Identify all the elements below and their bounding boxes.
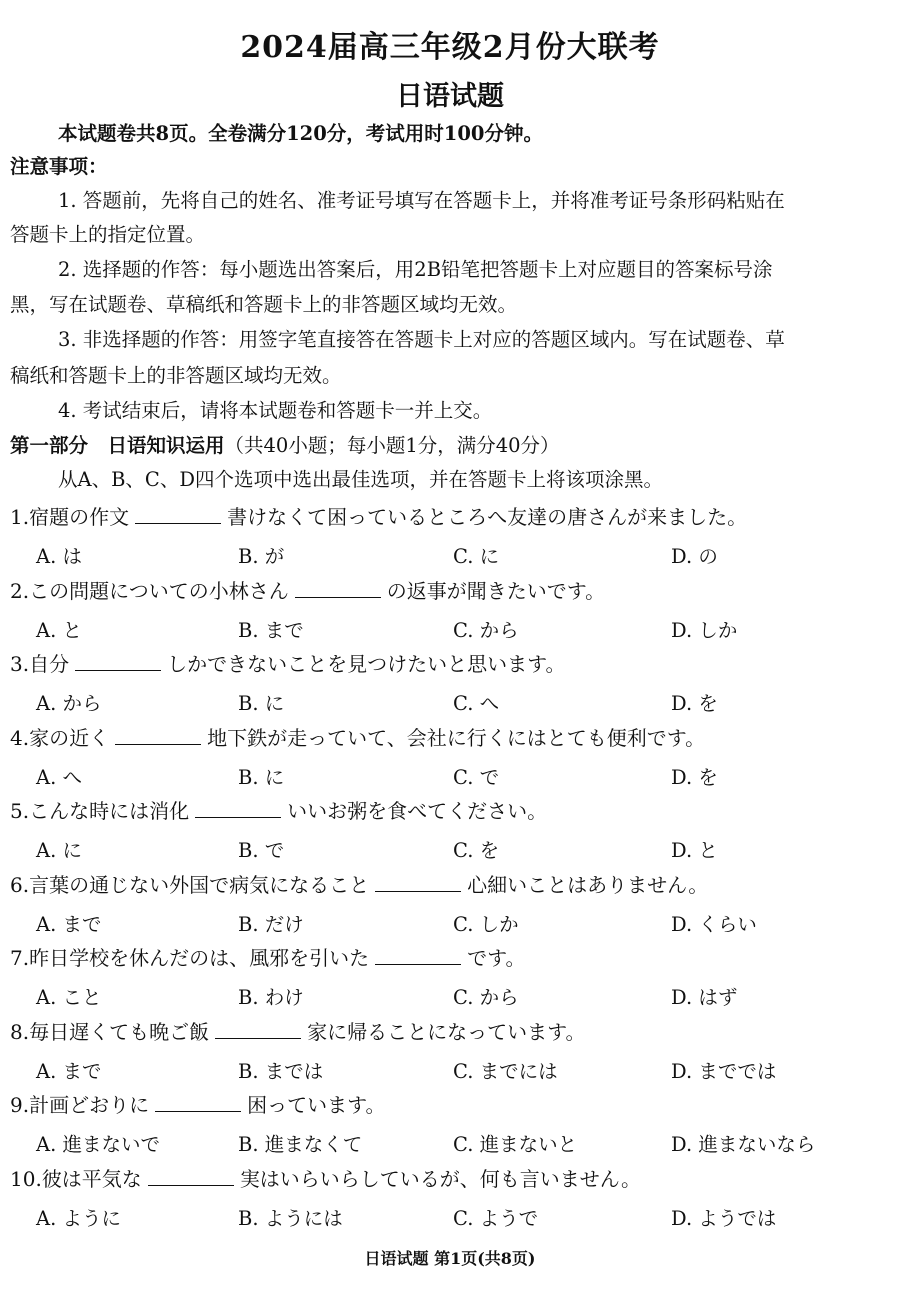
question-stem-after: 家に帰ることになっています。	[307, 1019, 586, 1044]
answer-option: B. だけ	[238, 912, 304, 936]
notice-heading: 注意事项：	[10, 155, 108, 178]
notice-line: 3. 非选择题的作答：用签字笔直接答在答题卡上对应的答题区域内。写在试题卷、草	[58, 328, 785, 351]
option-row	[0, 1129, 900, 1155]
question-stem-before: 宿題の作文	[29, 505, 130, 529]
question-number: 3.	[10, 652, 30, 676]
answer-option: D. の	[671, 545, 718, 568]
question-text	[10, 946, 890, 970]
question-number: 2.	[10, 578, 30, 603]
question-number: 6.	[10, 872, 30, 897]
question-number: 7.	[10, 946, 30, 970]
answer-blank	[375, 875, 461, 892]
answer-blank	[195, 801, 281, 818]
question-stem-before: 自分	[29, 652, 70, 676]
answer-option: B. に	[238, 692, 285, 715]
answer-option: A. へ	[36, 765, 82, 789]
answer-option: D. を	[671, 765, 718, 789]
question-stem-after: 困っています。	[247, 1093, 386, 1117]
answer-option: C. ようで	[453, 1206, 539, 1230]
question-stem-before: 家の近く	[29, 725, 110, 750]
option-row	[0, 835, 900, 861]
question-stem-after: いいお粥を食べてください。	[287, 799, 548, 823]
question-text	[10, 726, 890, 750]
answer-option: B. ようには	[238, 1206, 343, 1230]
notice-line: 稿纸和答题卡上的非答题区域均无效。	[10, 364, 342, 387]
exam-title: 2024届高三年级2月份大联考	[240, 30, 660, 65]
answer-blank	[148, 1169, 234, 1186]
notice-line: 答题卡上的指定位置。	[10, 223, 206, 246]
question-number: 8.	[10, 1019, 30, 1044]
answer-option: D. ようでは	[671, 1206, 777, 1230]
option-row	[0, 615, 900, 641]
question-text	[10, 579, 890, 603]
answer-option: D. を	[671, 692, 718, 715]
answer-blank	[135, 507, 221, 524]
option-row	[0, 982, 900, 1008]
answer-option: D. くらい	[671, 912, 757, 936]
answer-option: C. から	[453, 618, 519, 642]
section-instruction: 从A、B、C、D四个选项中选出最佳选项，并在答题卡上将该项涂黑。	[58, 468, 663, 491]
question-stem-after: 実はいらいらしているが、何も言いません。	[239, 1166, 642, 1191]
answer-blank	[115, 728, 201, 745]
question-stem-before: 彼は平気な	[41, 1166, 142, 1191]
answer-option: C. から	[453, 986, 519, 1009]
section-heading	[10, 434, 890, 458]
answer-blank	[215, 1022, 301, 1039]
answer-option: C. へ	[453, 692, 500, 715]
answer-option: D. と	[671, 839, 718, 862]
question-number: 9.	[10, 1093, 30, 1117]
option-row	[0, 1203, 900, 1229]
question-stem-before: この問題についての小林さん	[29, 578, 289, 603]
question-stem-after: です。	[467, 946, 526, 970]
option-row	[0, 762, 900, 788]
notice-line: 4. 考试结束后，请将本试题卷和答题卡一并上交。	[58, 399, 493, 422]
answer-option: B. が	[238, 545, 285, 568]
page-footer: 日语试题 第1页(共8页)	[364, 1249, 536, 1268]
question-number: 1.	[10, 505, 30, 529]
answer-blank	[295, 581, 381, 598]
section-detail: （共40小题；每小题1分，满分40分）	[224, 434, 560, 457]
option-row	[0, 1056, 900, 1082]
answer-blank	[375, 948, 461, 965]
question-stem-after: 書けなくて困っているところへ友達の唐さんが来ました。	[227, 505, 748, 529]
answer-option: A. こと	[36, 986, 102, 1009]
exam-info: 本试题卷共8页。全卷满分120分，考试用时100分钟。	[58, 122, 543, 145]
answer-option: C. を	[453, 839, 500, 862]
section-title: 第一部分 日语知识运用	[10, 434, 225, 457]
question-stem-before: 毎日遅くても晩ご飯	[29, 1019, 210, 1044]
answer-option: B. わけ	[238, 986, 304, 1009]
question-number: 10.	[10, 1166, 42, 1191]
answer-option: A. まで	[36, 1059, 102, 1083]
question-stem-after: 心細いことはありません。	[467, 872, 709, 897]
question-stem-after: 地下鉄が走っていて、会社に行くにはとても便利です。	[207, 725, 706, 750]
notice-line: 1. 答题前，先将自己的姓名、准考证号填写在答题卡上，并将准考证号条形码粘贴在	[58, 189, 785, 212]
answer-blank	[75, 654, 161, 671]
question-text	[10, 873, 890, 897]
answer-option: A. に	[36, 839, 82, 862]
answer-option: D. はず	[671, 986, 738, 1009]
question-stem-before: 言葉の通じない外国で病気になること	[29, 872, 370, 897]
question-text	[10, 1167, 890, 1191]
question-stem-after: しかできないことを見つけたいと思います。	[167, 652, 566, 676]
option-row	[0, 909, 900, 935]
answer-option: C. しか	[453, 912, 519, 936]
question-number: 5.	[10, 799, 30, 823]
question-number: 4.	[10, 725, 30, 750]
answer-option: C. 進まないと	[453, 1133, 578, 1156]
question-stem-before: こんな時には消化	[29, 799, 190, 823]
answer-option: B. 進まなくて	[238, 1133, 363, 1156]
answer-option: C. に	[453, 545, 500, 568]
answer-option: B. までは	[238, 1059, 324, 1083]
exam-subtitle: 日语试题	[396, 81, 504, 112]
notice-line: 2. 选择题的作答：每小题选出答案后，用2B铅笔把答题卡上对应题目的答案标号涂	[58, 258, 773, 281]
answer-option: D. 進まないなら	[671, 1133, 816, 1156]
question-text	[10, 652, 890, 676]
question-stem-before: 計画どおりに	[29, 1093, 150, 1117]
question-text	[10, 1093, 890, 1117]
answer-option: B. に	[238, 765, 285, 789]
question-stem-before: 昨日学校を休んだのは、風邪を引いた	[29, 946, 370, 970]
answer-blank	[155, 1095, 241, 1112]
question-stem-after: の返事が聞きたいです。	[386, 578, 606, 603]
answer-option: A. 進まないで	[36, 1133, 160, 1156]
answer-option: C. までには	[453, 1059, 558, 1083]
question-text	[10, 1020, 890, 1044]
question-text	[10, 799, 890, 823]
question-text	[10, 505, 890, 529]
answer-option: A. から	[36, 692, 102, 715]
answer-option: A. と	[36, 618, 82, 642]
answer-option: D. しか	[671, 618, 738, 642]
answer-option: C. で	[453, 765, 500, 789]
answer-option: A. は	[36, 545, 82, 568]
notice-line: 黑，写在试题卷、草稿纸和答题卡上的非答题区域均无效。	[10, 293, 518, 316]
option-row	[0, 688, 900, 714]
answer-option: B. まで	[238, 618, 304, 642]
answer-option: A. まで	[36, 912, 102, 936]
answer-option: A. ように	[36, 1206, 121, 1230]
answer-option: B. で	[238, 839, 285, 862]
answer-option: D. まででは	[671, 1059, 777, 1083]
option-row	[0, 541, 900, 567]
